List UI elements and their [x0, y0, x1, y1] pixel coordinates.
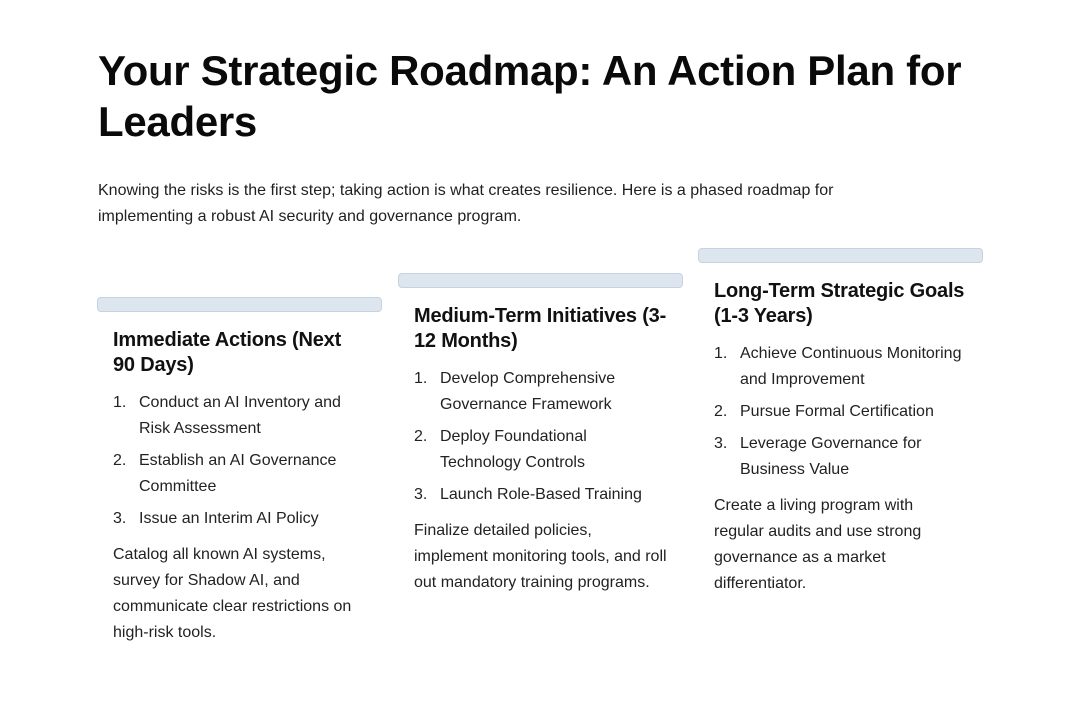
phase-step: [714, 399, 967, 425]
phase-steps: [714, 341, 967, 483]
phase-description: Catalog all known AI systems, survey for Shadow AI, and communicate clear restrictions on high-risk tools.: [113, 546, 352, 641]
step-number: 2.: [113, 452, 127, 469]
phase-step: [414, 482, 667, 508]
phase-description: Finalize detailed policies, implement monitoring tools, and roll out mandatory training programs.: [414, 522, 667, 591]
phase-step: [714, 431, 967, 483]
phase-step: [414, 366, 667, 418]
step-text: Establish an AI Governance Committee: [139, 452, 337, 495]
phase-bar: [398, 273, 683, 288]
phase-body: [97, 312, 382, 646]
page-title: Your Strategic Roadmap: An Action Plan for Leaders: [98, 47, 962, 145]
phase-step: [113, 448, 366, 500]
roadmap-phase-long-term: [698, 248, 983, 597]
step-number: 1.: [113, 394, 127, 411]
phase-step: [714, 341, 967, 393]
phase-steps: [113, 390, 366, 532]
roadmap-phase-medium-term: [398, 273, 683, 596]
phase-heading: Long-Term Strategic Goals (1-3 Years): [714, 280, 965, 327]
step-text: Pursue Formal Certification: [740, 403, 934, 420]
phase-heading: Medium-Term Initiatives (3-12 Months): [414, 305, 667, 352]
phase-bar: [698, 248, 983, 263]
phase-step: [113, 506, 366, 532]
phase-step: [113, 390, 366, 442]
roadmap-phase-immediate: [97, 297, 382, 646]
step-number: 2.: [414, 428, 428, 445]
phase-step: [414, 424, 667, 476]
step-text: Leverage Governance for Business Value: [740, 435, 922, 478]
step-text: Launch Role-Based Training: [440, 486, 642, 503]
phase-bar: [97, 297, 382, 312]
step-number: 2.: [714, 403, 728, 420]
step-text: Conduct an AI Inventory and Risk Assessment: [139, 394, 341, 437]
step-number: 3.: [714, 435, 728, 452]
phase-heading: Immediate Actions (Next 90 Days): [113, 329, 342, 376]
step-number: 3.: [414, 486, 428, 503]
step-number: 1.: [714, 345, 728, 362]
step-number: 1.: [414, 370, 428, 387]
phase-body: [698, 263, 983, 597]
step-text: Achieve Continuous Monitoring and Improvement: [740, 345, 962, 388]
step-number: 3.: [113, 510, 127, 527]
intro-paragraph: Knowing the risks is the first step; taking action is what creates resilience. Here is a phased roadmap for implementing a robust AI security and governance program.: [98, 182, 834, 225]
phase-body: [398, 288, 683, 596]
step-text: Issue an Interim AI Policy: [139, 510, 319, 527]
phase-description: Create a living program with regular audits and use strong governance as a market differentiator.: [714, 497, 922, 592]
phase-steps: [414, 366, 667, 508]
step-text: Develop Comprehensive Governance Framework: [440, 370, 616, 413]
step-text: Deploy Foundational Technology Controls: [440, 428, 587, 471]
